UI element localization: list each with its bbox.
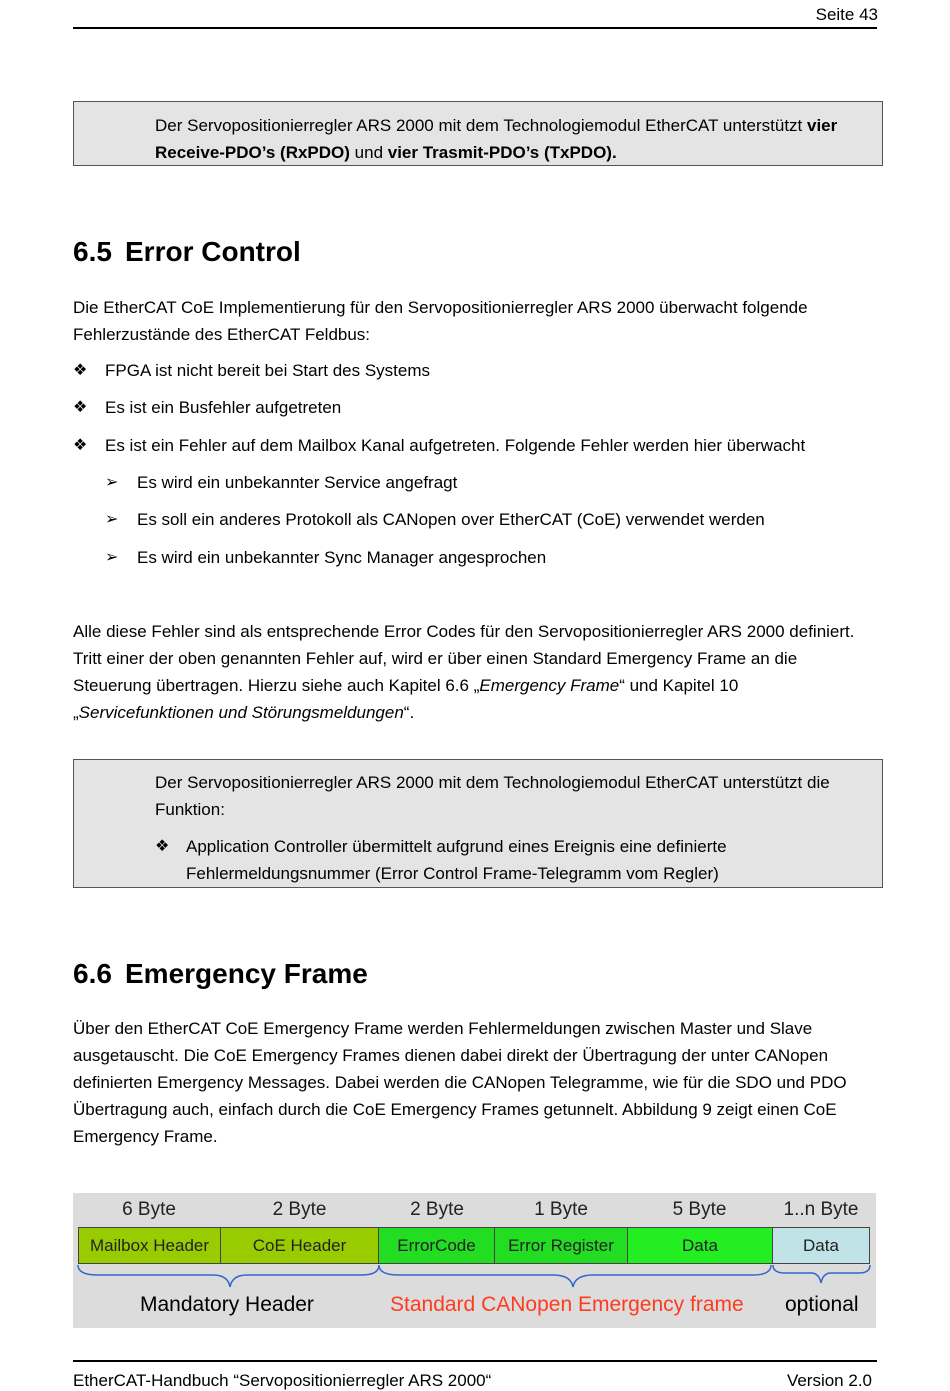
section-title: Error Control: [125, 236, 301, 267]
footer-title: EtherCAT-Handbuch “Servopositionierregler ARS 2000“: [73, 1371, 492, 1390]
emergency-paragraph: Über den EtherCAT CoE Emergency Frame werden Fehlermeldungen zwischen Master und Slave ausgetauscht. Die CoE Emergency Frames dienen dabei direkt der Übertragung der unter CANopen definierten Emergency Messages. Dabei werden die CANopen Telegramme, wie für die SDO und PDO Übertragung auch, einfach durch die CoE Emergency Frames getunnelt. Abbildung 9 zeigt einen CoE Emergency Frame.: [73, 1019, 847, 1146]
footer-version: Version 2.0: [786, 1371, 872, 1390]
section-number: 6.6: [73, 958, 112, 989]
field-optional-data: Data: [772, 1227, 870, 1264]
arrow-bullet-icon: ➢: [105, 474, 119, 491]
section-number: 6.5: [73, 236, 112, 267]
brace-optional: [773, 1265, 870, 1283]
link-servicefunktionen: Servicefunktionen und Störungsmeldungen: [78, 703, 404, 722]
diamond-bullet-icon: ❖: [73, 362, 88, 379]
note-bold-rxpdo: vier Receive-PDO’s (RxPDO): [155, 116, 838, 162]
arrow-bullet-icon: ➢: [105, 549, 119, 566]
group-label-mandatory: Mandatory Header: [140, 1293, 314, 1316]
section-heading-6-6: [73, 958, 368, 990]
section-heading-6-5: [73, 236, 301, 268]
diamond-bullet-icon: ❖: [73, 437, 88, 454]
note-text: Der Servopositionierregler ARS 2000 mit dem Technologiemodul EtherCAT unterstützt die Funktion:: [155, 773, 830, 819]
note-list-item: ❖ Application Controller übermittelt aufgrund eines Ereignis eine definierte Fehlermeldungsnummer (Error Control Frame-Telegramm vom Regler): [155, 833, 868, 887]
note-box-function: [73, 759, 883, 888]
emergency-frame-diagram: [73, 1193, 876, 1328]
footer-rule: [73, 1360, 877, 1362]
group-braces: [73, 1263, 876, 1289]
intro-paragraph: Die EtherCAT CoE Implementierung für den Servopositionierregler ARS 2000 überwacht folgende Fehlerzustände des EtherCAT Feldbus:: [73, 298, 808, 344]
diamond-bullet-icon: ❖: [155, 838, 170, 855]
byte-size-label: 1 Byte: [534, 1199, 588, 1220]
note-text: Der Servopositionierregler ARS 2000 mit dem Technologiemodul EtherCAT unterstützt: [155, 116, 807, 135]
header-rule: [73, 27, 877, 29]
diamond-bullet-icon: ❖: [73, 399, 88, 416]
arrow-bullet-icon: ➢: [105, 511, 119, 528]
byte-size-label: 1..n Byte: [783, 1199, 859, 1220]
section-title: Emergency Frame: [125, 958, 368, 989]
byte-size-label: 2 Byte: [272, 1199, 327, 1220]
field-mailbox-header: Mailbox Header: [78, 1227, 221, 1264]
byte-size-label: 2 Byte: [410, 1199, 464, 1220]
page-number: Seite 43: [815, 5, 878, 24]
group-label-standard: Standard CANopen Emergency frame: [390, 1293, 744, 1316]
group-label-optional: optional: [785, 1293, 859, 1316]
byte-size-label: 5 Byte: [672, 1199, 727, 1220]
field-data: Data: [627, 1227, 773, 1264]
note-bold-txpdo: vier Trasmit-PDO’s (TxPDO).: [387, 143, 617, 162]
field-error-register: Error Register: [494, 1227, 628, 1264]
byte-size-label: 6 Byte: [122, 1199, 176, 1220]
error-codes-paragraph: Alle diese Fehler sind als entsprechende Error Codes für den Servopositionierregler ARS 2000 definiert. Tritt einer der oben genannten Fehler auf, wird er über einen Standard Emergency Frame an die Steuerung übertragen. Hierzu siehe auch Kapitel 6.6 „Emergency Frame“ und Kapitel 10 „Servicefunktionen und Störungsmeldungen“.: [73, 622, 855, 722]
field-error-code: ErrorCode: [378, 1227, 495, 1264]
link-emergency-frame: Emergency Frame: [479, 676, 620, 695]
note-text-and: und: [349, 143, 388, 162]
brace-standard-frame: [379, 1265, 771, 1287]
field-coe-header: CoE Header: [220, 1227, 379, 1264]
brace-mandatory-header: [78, 1265, 379, 1287]
note-box-pdo: [73, 101, 883, 166]
